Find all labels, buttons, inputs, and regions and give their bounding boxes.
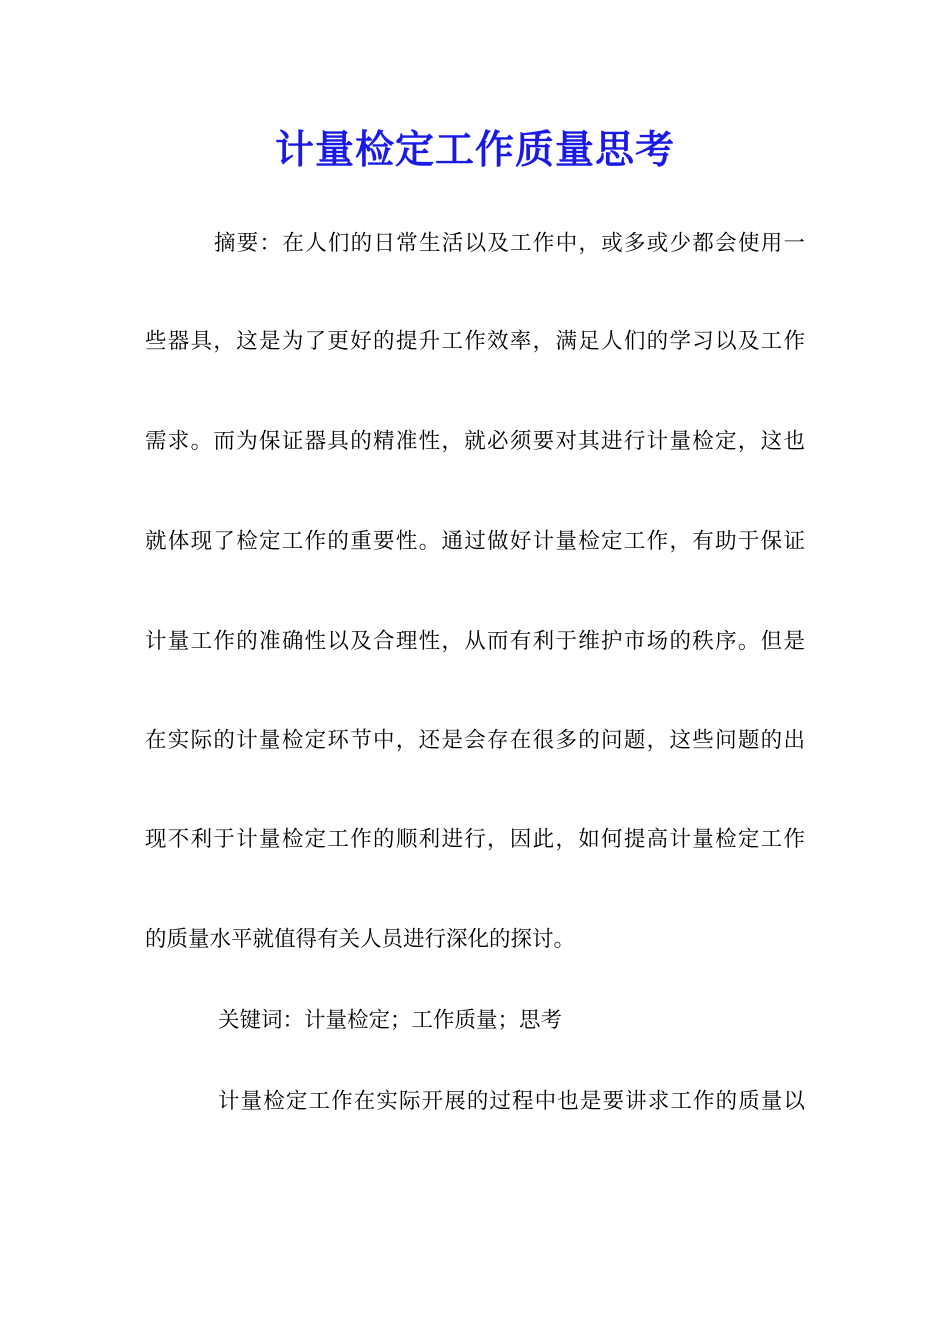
abstract-line: 计量工作的准确性以及合理性，从而有利于维护市场的秩序。但是 [145, 629, 805, 654]
abstract-line: 摘要：在人们的日常生活以及工作中，或多或少都会使用一 [214, 231, 805, 256]
body-paragraph-line: 计量检定工作在实际开展的过程中也是要讲求工作的质量以 [218, 1089, 805, 1114]
abstract-line: 需求。而为保证器具的精准性，就必须要对其进行计量检定，这也 [145, 429, 805, 454]
abstract-line: 就体现了检定工作的重要性。通过做好计量检定工作，有助于保证 [145, 529, 805, 554]
document-title: 计量检定工作质量思考 [274, 127, 675, 173]
abstract-line-last: 的质量水平就值得有关人员进行深化的探讨。 [145, 927, 576, 952]
keywords-line: 关键词：计量检定；工作质量；思考 [218, 1008, 563, 1033]
abstract-line: 在实际的计量检定环节中，还是会存在很多的问题，这些问题的出 [145, 728, 805, 753]
abstract-line: 现不利于计量检定工作的顺利进行，因此，如何提高计量检定工作 [145, 827, 805, 852]
abstract-line: 些器具，这是为了更好的提升工作效率，满足人们的学习以及工作 [145, 329, 805, 354]
